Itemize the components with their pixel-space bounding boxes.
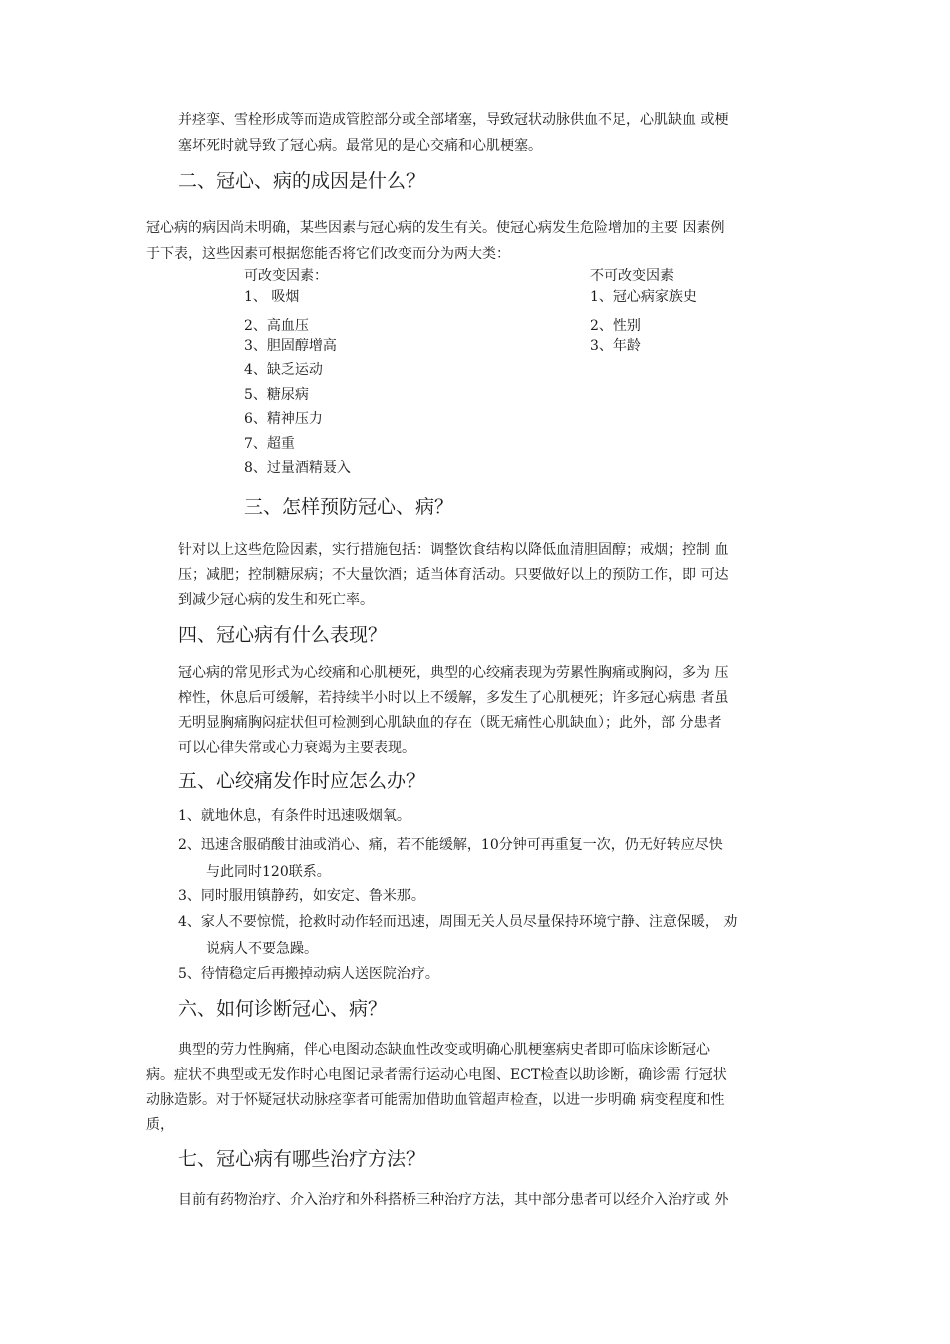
- section-6-para-line-4: 质，: [146, 1117, 174, 1133]
- section-3-para-line-3: 到减少冠心病的发生和死亡率。: [178, 592, 374, 608]
- nonmodifiable-title: 不可改变因素: [590, 268, 674, 284]
- section-6-para-line-1: 典型的劳力性胸痛，伴心电图动态缺血性改变或明确心肌梗塞病史者即可临床诊断冠心: [178, 1042, 710, 1058]
- section-2-para-line-2: 于下表，这些因素可根据您能否将它们改变而分为两大类：: [146, 246, 510, 262]
- section-2-para-line-1: 冠心病的病因尚未明确，某些因素与冠心病的发生有关。使冠心病发生危险增加的主要 因素例: [146, 220, 725, 236]
- nonmodifiable-item: 3、年龄: [590, 338, 641, 354]
- nonmodifiable-item: 2、性别: [590, 318, 641, 334]
- section-5-item-continued: 与此同时120联系。: [206, 864, 331, 880]
- intro-line-2: 塞坏死时就导致了冠心病。最常见的是心交痛和心肌梗塞。: [178, 138, 542, 154]
- modifiable-item: 4、缺乏运动: [244, 362, 323, 378]
- section-5-item: 2、迅速含服硝酸甘油或消心、痛，若不能缓解，10分钟可再重复一次，仍无好转应尽快: [178, 837, 723, 853]
- section-4-para-line-3: 无明显胸痛胸闷症状但可检测到心肌缺血的存在（既无痛性心肌缺血）；此外，部 分患者: [178, 715, 722, 731]
- section-3-heading: 三、怎样预防冠心、病？: [244, 496, 454, 518]
- intro-line-1: 并痉挛、雪栓形成等而造成管腔部分或全部堵塞，导致冠状动脉供血不足，心肌缺血 或梗: [178, 112, 729, 128]
- section-6-para-line-3: 动脉造影。对于怀疑冠状动脉痉挛者可能需加借助血管超声检查，以进一步明确 病变程度和性: [146, 1092, 725, 1108]
- section-2-heading: 二、冠心、病的成因是什么？: [178, 170, 426, 192]
- section-6-heading: 六、如何诊断冠心、病？: [178, 998, 388, 1020]
- modifiable-item: 5、糖尿病: [244, 387, 309, 403]
- nonmodifiable-item: 1、冠心病家族史: [590, 289, 697, 305]
- section-5-item: 5、待情稳定后再搬掉动病人送医院治疗。: [178, 966, 439, 982]
- section-5-heading: 五、心绞痛发作时应怎么办？: [178, 770, 426, 792]
- section-4-para-line-1: 冠心病的常见形式为心绞痛和心肌梗死，典型的心绞痛表现为劳累性胸痛或胸闷，多为 压: [178, 665, 729, 681]
- section-5-item-continued: 说病人不要急躁。: [206, 941, 318, 957]
- section-4-para-line-4: 可以心律失常或心力衰竭为主要表现。: [178, 740, 416, 756]
- section-5-item: 4、家人不要惊慌，抢救时动作轻而迅速，周围无关人员尽量保持环境宁静、注意保暖， 劝: [178, 914, 738, 930]
- modifiable-item: 3、胆固醇增高: [244, 338, 337, 354]
- section-4-heading: 四、冠心病有什么表现？: [178, 624, 388, 646]
- section-3-para-line-2: 压；减肥；控制糖尿病；不大量饮酒；适当体育活动。只要做好以上的预防工作，即 可达: [178, 567, 729, 583]
- section-5-item: 1、就地休息，有条件时迅速吸烟氧。: [178, 808, 411, 824]
- section-3-para-line-1: 针对以上这些危险因素，实行措施包括：调整饮食结构以降低血清胆固醇；戒烟；控制 血: [178, 542, 729, 558]
- modifiable-item: 1、 吸烟: [244, 289, 300, 305]
- section-7-heading: 七、冠心病有哪些治疗方法？: [178, 1148, 426, 1170]
- section-7-para-line-1: 目前有药物治疗、介入治疗和外科搭桥三种治疗方法，其中部分患者可以经介入治疗或 外: [178, 1192, 729, 1208]
- section-6-para-line-2: 病。症状不典型或无发作时心电图记录者需行运动心电图、ECT检查以助诊断，确诊需 行冠状: [146, 1067, 727, 1083]
- modifiable-item: 8、过量酒精聂入: [244, 460, 351, 476]
- modifiable-title: 可改变因素：: [244, 268, 328, 284]
- section-4-para-line-2: 榨性，休息后可缓解，若持续半小时以上不缓解，多发生了心肌梗死；许多冠心病患 者虽: [178, 690, 729, 706]
- modifiable-item: 2、高血压: [244, 318, 309, 334]
- section-5-item: 3、同时服用镇静药，如安定、鲁米那。: [178, 888, 425, 904]
- modifiable-item: 6、精神压力: [244, 411, 323, 427]
- modifiable-item: 7、超重: [244, 436, 295, 452]
